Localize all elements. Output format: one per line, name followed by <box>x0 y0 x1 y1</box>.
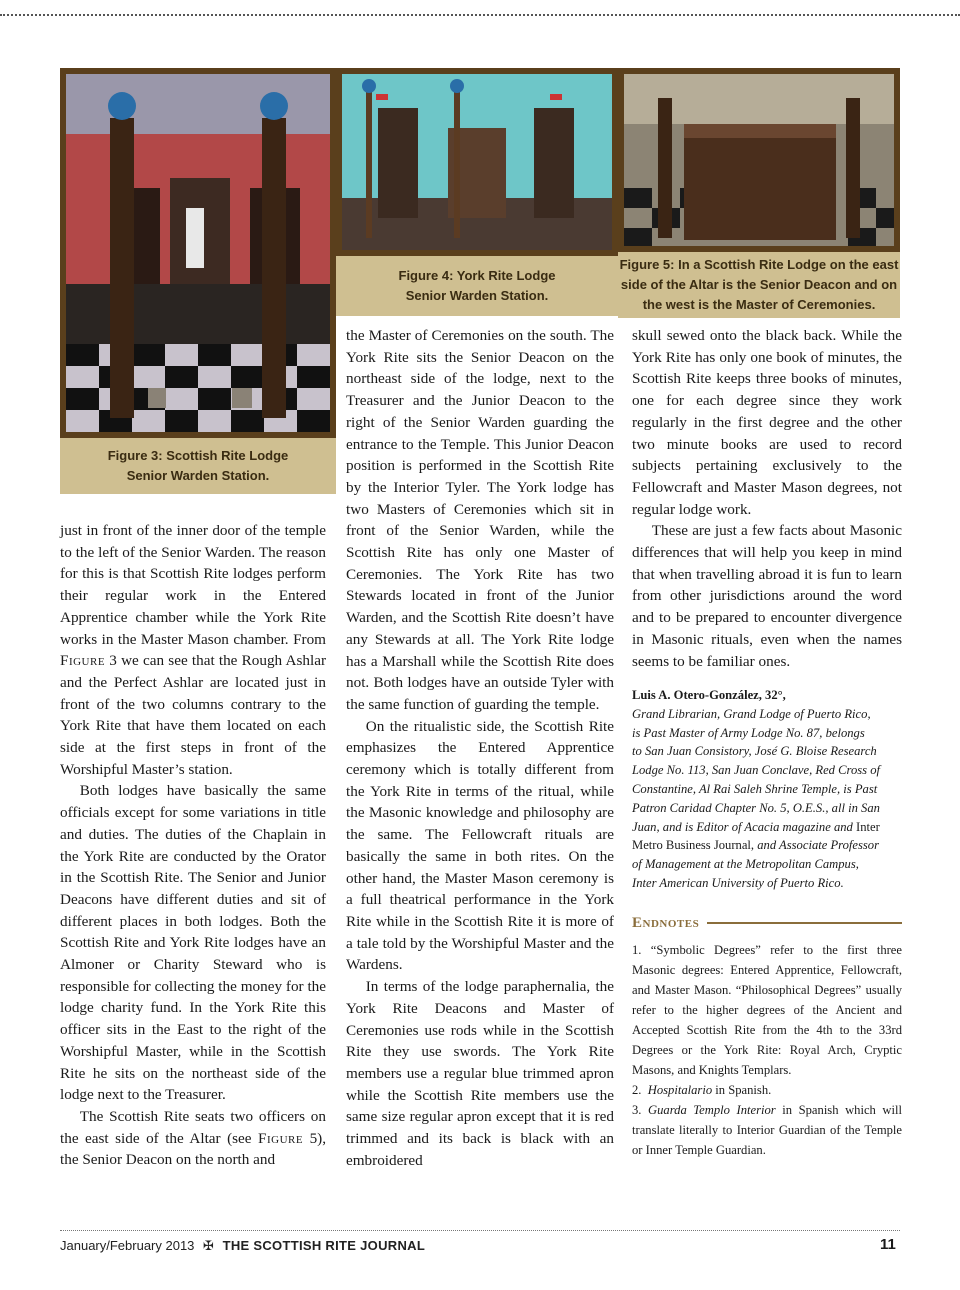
figure-5-caption-line: side of the Altar is the Senior Deacon and on <box>620 277 898 292</box>
paragraph: On the ritualistic side, the Scottish Rite emphasizes the Entered Apprentice ceremony which is totally different from the York Rite in terms of the ritual, while the Masonic knowledge and philosophy are the same. The Fellowcraft rituals are basically the same in both rites. On the other hand, the Master Mason ceremony is a full theatrical performance in the York Rite while in the Scottish Rite it is more of a tale told by the Worshipful Master and the Wardens. <box>346 717 614 974</box>
column-3 <box>632 325 902 672</box>
bio-line: Patron Caridad Chapter No. 5, O.E.S., all in San <box>632 800 880 815</box>
figure-4-caption-line: Senior Warden Station. <box>405 288 549 303</box>
paragraph-text: 3 we can see that the Rough Ashlar and the Perfect Ashlar are located just in front of the two columns contrary to the York Rite that have them located on each side at the first steps in front of the Worshipful Master’s station. <box>60 652 326 778</box>
paragraph-text: just in front of the inner door of the temple to the left of the Senior Warden. The reason for this is that Scottish Rite lodges perform their regular work in the Entered Apprentice chamber while the York Rite works in the Master Mason chamber. From <box>60 522 326 648</box>
paragraph: These are just a few facts about Masonic differences that will help you keep in mind that when travelling abroad it is fun to learn from other jurisdictions around the word and to be prepared to encounter divergence in Masonic rituals, even when the names seems to be familiar ones. <box>632 522 902 670</box>
bio-line: Lodge No. 113, San Juan Conclave, Red Cross of <box>632 763 881 778</box>
paragraph <box>60 520 326 780</box>
bio-line: Constantine, Al Rai Saleh Shrine Temple, is Past <box>632 781 878 796</box>
bio-text: Inter <box>856 819 880 834</box>
footer-journal-name: THE SCOTTISH RITE JOURNAL <box>222 1238 426 1253</box>
figure-5-image <box>618 68 900 252</box>
bio-line: Inter American University of Puerto Rico. <box>632 875 844 890</box>
figure-4-caption-line: Figure 4: York Rite Lodge <box>398 268 556 283</box>
figure-5-caption-line: the west is the Master of Ceremonies. <box>642 297 876 312</box>
bio-line <box>632 818 902 837</box>
page-number: 11 <box>880 1236 896 1253</box>
endnote-number: 3. <box>632 1103 642 1117</box>
figure-3-image <box>60 68 336 438</box>
endnote-text: in Spanish which will translate literally to Interior Guardian of the Temple or Inner Temple Guardian. <box>632 1103 903 1157</box>
figure-reference: Figure <box>258 1129 304 1147</box>
bio-text: Metro Business Journal, <box>632 838 755 853</box>
endnotes-rule <box>707 922 902 924</box>
figure-5-caption-line: Figure 5: In a Scottish Rite Lodge on the east <box>619 257 899 272</box>
figure-5-caption <box>618 252 900 318</box>
endnotes-title: Endnotes <box>632 914 700 931</box>
figure-4-image <box>336 68 618 256</box>
paragraph <box>60 1106 326 1171</box>
paragraph: Both lodges have basically the same officials except for some variations in title and duties. The duties of the Chaplain in the York Rite are conducted by the Orator in the Scottish Rite. The Senior and Junior Deacons have different duties and sit of different places in both lodges. Both the Scottish Rite and York Rite lodges have an Almoner or Charity Steward who is responsible for collecting the money for the lodge charity fund. In the York Rite this officer sits in the East to the right of the Worshipful Master, while in the Scottish Rite he sits on the northeast side of the lodge next to the Treasurer. <box>60 782 326 1104</box>
bio-line: of Management at the Metropolitan Campus, <box>632 857 859 872</box>
column-1 <box>60 520 326 1171</box>
endnote-text: in Spanish. <box>715 1083 772 1097</box>
bio-line: Grand Librarian, Grand Lodge of Puerto Rico, <box>632 706 871 721</box>
paragraph: the Master of Ceremonies on the south. The York Rite sits the Senior Deacon on the northeast side of the lodge, next to the Treasurer and the Junior Deacon to the right of the Senior Warden guarding the entrance to the Temple. This Junior Deacon position is performed in the Scottish Rite by the Interior Tyler. The York lodge has two Masters of Ceremonies which sit in front of the Senior Warden, while the Scottish Rite has only one Master of Ceremonies. The York Rite has two Stewards located in front of the Junior Warden, and the Scottish Rite doesn’t have any Stewards at all. The York Rite lodge has a Marshall while the Scottish Rite does not. Both lodges have an outside Tyler with the same function of guarding the temple. <box>346 327 614 713</box>
author-name: Luis A. Otero-González, 32°, <box>632 688 786 702</box>
figure-reference: Figure <box>60 652 106 670</box>
endnote-3 <box>632 1100 902 1160</box>
bio-text: Juan, and is Editor of Acacia magazine and <box>632 819 853 834</box>
endnotes-list <box>632 940 902 1160</box>
paragraph-text: The Scottish Rite seats two officers on the east side of the Altar (see <box>60 1107 326 1147</box>
column-2 <box>346 325 614 1171</box>
endnote-term: Hospitalario <box>647 1083 713 1097</box>
endnote-number: 2. <box>632 1083 642 1097</box>
figure-3-caption <box>60 438 336 494</box>
bio-line <box>632 836 902 855</box>
figure-3-caption-line: Senior Warden Station. <box>126 468 270 483</box>
bio-line: is Past Master of Army Lodge No. 87, belongs <box>632 725 865 740</box>
footer-issue <box>60 1238 425 1254</box>
cross-icon: ✠ <box>203 1238 214 1253</box>
endnote-1: 1. “Symbolic Degrees” refer to the first three Masonic degrees: Entered Apprentice, Fellowcraft, and Master Mason. “Philosophical Degrees” usually refer to the higher degrees of the Ancient and Accepted Scottish Rite from the 4th to the 33rd Degrees or the York Rite: Royal Arch, Cryptic Masons, and Knights Templars. <box>632 943 902 1077</box>
author-bio <box>632 686 902 893</box>
endnote-term: Guarda Templo Interior <box>648 1103 776 1117</box>
top-dotted-rule <box>0 14 960 16</box>
endnote-2 <box>632 1080 902 1100</box>
figure-5-photo <box>618 68 900 252</box>
paragraph: skull sewed onto the black back. While the York Rite has only one book of minutes, the Scottish Rite keeps three books of minutes, one for each degree since they work regularly in the first degree and the other two minute books are used to record subjects pertaining exclusively to the Fellowcraft and Master Mason degrees, not regular lodge work. <box>632 327 902 518</box>
figure-3-caption-line: Figure 3: Scottish Rite Lodge <box>107 448 289 463</box>
endnotes-heading <box>632 912 902 934</box>
bottom-dotted-rule <box>60 1230 900 1231</box>
figure-3-photo <box>60 68 336 438</box>
footer-date: January/February 2013 <box>60 1238 195 1253</box>
paragraph-text: 5), the Senior Deacon on the north and <box>60 1129 327 1169</box>
bio-text: and Associate Professor <box>757 838 879 853</box>
bio-line: to San Juan Consistory, José G. Bloise Research <box>632 744 877 759</box>
paragraph: In terms of the lodge paraphernalia, the York Rite Deacons and Master of Ceremonies use rods while in the Scottish Rite they use swords. The York Rite members use a regular blue trimmed apron while the Scottish Rite members use the same size regular apron except that it is red trimmed and its back is black with an embroidered <box>346 978 614 1169</box>
figure-4-photo <box>336 68 618 256</box>
figure-4-caption <box>336 256 618 316</box>
